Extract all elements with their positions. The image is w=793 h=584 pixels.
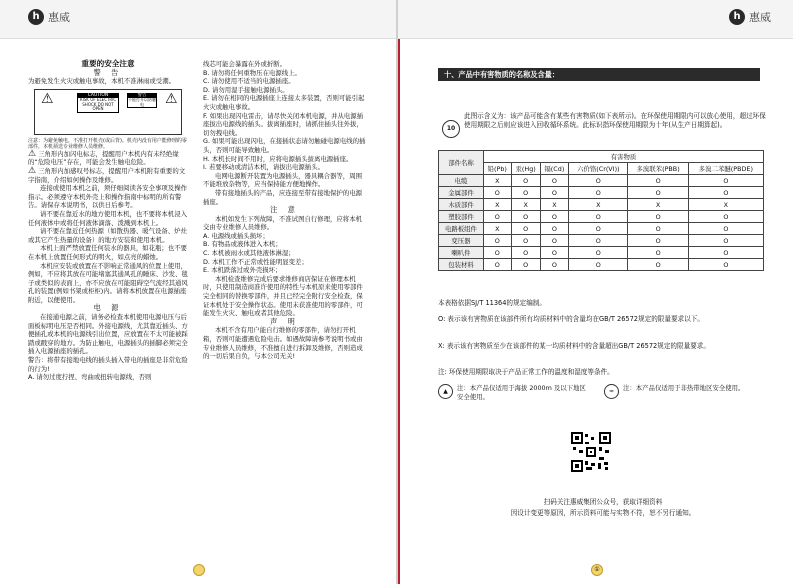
lightning-symbol-icon: ⚠ [28,148,37,159]
column-header: 六价铬(Cr(VI)) [569,163,628,175]
substance-cell: O [511,235,540,247]
part-name-cell: 喇叭件 [439,247,484,259]
safety-paragraph: 本机上面严禁放置任何装水的器具，如花瓶；也不要在本机上放置任何形式的明火，如点亮的蜡烛。 [28,244,187,261]
substance-cell: O [483,235,511,247]
substance-cell: O [628,175,688,187]
column-header: 铅(Pb) [483,163,511,175]
column-header: 镉(Cd) [540,163,569,175]
notice-intro: 本机如发生下列故障，不准试图自行修理，应将本机交由专业维修人员维修。 [203,214,362,232]
substance-cell: X [483,223,511,235]
substance-cell: O [628,259,688,271]
disclaimer: 因设计变更等原因，所示资料可能与实物不符，恕不另行通知。 [510,509,696,517]
power-line: E. 请勿在相同的电源插座上连接太多装置，否则可能引起火灾或触电事故。 [203,94,365,111]
part-name-cell: 包装材料 [439,259,484,271]
substance-cell: O [540,235,569,247]
safety-paragraph: 连接或使用本机之前，须仔细阅读各安全事项及操作指示。必须遵守本机外壳上和操作指南中标明的所有警告。请保存本说明书，以供日后参考。 [28,184,187,210]
part-name-header: 部件名称 [439,151,484,175]
exclamation-explanation: ⚠ 三角形内加感叹号标志，提醒用户本机附有重要的文字指南，介绍如何操作及维修。 [28,165,186,184]
substance-cell: O [511,175,540,187]
left-column [28,60,188,382]
sj-standard-note: 本表格依据SJ/T 11364的规定编制。 [438,299,546,307]
substance-cell: O [569,235,628,247]
hivi-logo-icon: h [729,9,745,25]
substance-cell: O [688,187,763,199]
substance-cell: O [688,175,763,187]
table-row [439,175,764,187]
substance-cell: O [688,247,763,259]
substance-cell: O [569,247,628,259]
substance-cell: O [483,187,511,199]
brand-name: 惠威 [749,11,771,24]
non-tropical-icon: ≈ [604,384,619,399]
table-row [439,187,764,199]
column-header: 多溴联苯(PBB) [628,163,688,175]
substance-cell: O [511,247,540,259]
substance-cell: O [688,211,763,223]
substance-cell: O [540,211,569,223]
substance-cell: O [540,223,569,235]
substance-cell: X [540,199,569,211]
wechat-qr-code[interactable] [571,432,611,472]
substance-cell: O [569,223,628,235]
part-name-cell: 电缆 [439,175,484,187]
substance-cell: X [688,199,763,211]
caution-label-box [34,89,182,135]
table-row [439,223,764,235]
substance-cell: X [511,199,540,211]
substance-cell: O [483,211,511,223]
table-row [439,259,764,271]
tropical-note: ≈ 注：本产品仅适用于非热带地区安全使用。 [604,384,754,399]
column-header: 汞(Hg) [511,163,540,175]
substance-cell: O [628,235,688,247]
power-line: 线芯可能会暴露在外或折断。 [203,60,287,68]
environment-note: 注: 环保使用期限取决于产品正常工作的温度和湿度等条件。 [438,368,614,376]
caution-note: 注意：为避免触电，不准打开机壳(或后背)。机壳内没有用户能修理的零部件，本机须送专业维修人员维修。 [28,137,187,150]
warning-heading: 警 告 [93,67,123,77]
substance-cell: O [628,223,688,235]
power-paragraph: 在接通电源之前，请务必检查本机使用电源电压与后面板标明电压是否相同。外接电源线，尤其靠近插头、方便插孔或本机的电源线引出位置，应放置在不太可能被踩踏或戳穿的地方。为防止触电，电源插头的插脚必须完全插入电源插座的插孔。 [28,313,188,356]
part-name-cell: 塑胶部件 [439,211,484,223]
part-name-cell: 木质部件 [439,199,484,211]
table-row [439,199,764,211]
substance-cell: O [540,187,569,199]
exclamation-triangle-icon: ⚠ [165,90,178,107]
right-page [398,0,793,584]
exclamation-symbol-icon: ⚠ [28,165,37,176]
substance-cell: O [628,211,688,223]
jinggao-plate: 警告 不能打开以防触电 [128,92,156,107]
notice-item: C. 本机被雨水或其他液体淋湿； [203,249,295,258]
substance-cell: X [569,199,628,211]
safety-title: 重要的安全注意 [81,59,135,68]
power-line: F. 如果出现闪电雷击，请尽快关闭本机电源，并从电源插座拔出电源线的插头。拔离插座时，请抓住插头往外拔，切勿拽电线。 [203,111,364,137]
column-header: 多溴二苯醚(PBDE) [688,163,763,175]
substance-cell: O [628,187,688,199]
power-line: 带有接地插头的产品，应连接至带有接地保护的电源插座。 [203,188,362,206]
substance-cell: O [511,223,540,235]
lightning-triangle-icon: ⚠ [41,90,54,107]
left-page-number [193,564,205,576]
substance-cell: O [511,259,540,271]
substance-cell: O [688,223,763,235]
substance-cell: O [569,259,628,271]
substance-cell: O [569,175,628,187]
eco-period-10-icon: 10 [442,120,460,138]
power-line: G. 如果可能出现闪电，在接插状态请勿触碰电源电线的插头，否则可能导致触电。 [203,137,366,154]
power-heading: 电 源 [93,303,123,313]
middle-column [203,60,366,361]
brand-name: 惠威 [48,11,70,24]
table-row [439,211,764,223]
substance-cell: X [483,199,511,211]
substance-cell: O [540,175,569,187]
table-header-row [439,151,764,163]
statement-paragraph: 本机不含有用户能自行维修的零部件，请勿打开机箱，否则可能遭遇危险电击。如遇故障请参考说明书或由专业维修人员维修，不准擅自进行拆卸及维修，否则造成的一切后果自负，与本公司无关! [203,326,363,361]
table-row [439,235,764,247]
power-line: B. 请勿将任何重物压在电源线上。 [203,68,301,77]
safety-paragraph: 本机应安装或放置在不影响正常通风的位置上使用，例如，不应将其放在可能堵塞其通风孔的睡床、沙发、毯子或类似的表面上，亦不应放在可能阻碍空气流经其通风孔的装置(例如书架或柜柜)内。请将本机放置在电源插座附近，以便使用。 [28,261,188,304]
power-line: H. 本机长时间不用时，应将电源插头拔离电源插座。 [203,154,353,163]
power-line: I. 若要移动或清洁本机，请拔出电源插头。 [203,163,324,172]
table-subheader-row [439,163,764,175]
notice-item: B. 有物品或液体进入本机； [203,240,282,249]
safety-paragraph: 请不要在靠近水的地方使用本机，也不要将本机浸入任何液体中或将任何液体滴落、泼溅到本机上。 [28,209,187,227]
right-page-number: ① [591,564,603,576]
table-row [439,247,764,259]
substance-cell: O [483,247,511,259]
substance-cell: O [688,235,763,247]
power-line: 电网电源断开装置为电源插头，器具耦合器等，周围不能堆放杂物等，应当保持能方便地操作。 [203,171,362,189]
right-brand-logo [729,9,771,25]
x-legend-note: X: 表示该有害物质至少在该部件的某一均质材料中的含量超出GB/T 26572规定的限量要求。 [438,342,710,350]
substance-cell: X [628,199,688,211]
part-name-cell: 变压器 [439,235,484,247]
substance-group-header: 有害物质 [483,151,763,163]
substance-cell: X [483,175,511,187]
table-body [439,175,764,271]
notice-heading: 注 意 [270,205,299,215]
eco-period-intro: 此图示含义为：该产品可能含有某些有害物质(如下表所示)。在环保使用期限内可以放心使用，超过环保使用期限之后则应该进入回收循环系统。此标识指环保使用期限为十年(从生产日期算起)。 [464,112,766,129]
substance-cell: O [483,259,511,271]
notice-item: D. 本机工作不正常或性能明显变差； [203,257,308,266]
altitude-icon: ▲ [438,384,453,399]
power-line: C. 请勿使用不适当的电源插座。 [203,77,295,86]
substance-cell: O [511,187,540,199]
substance-cell: O [688,259,763,271]
caution-plate: CAUTION RISK OF ELECTRIC SHOCK DO NOT OPEN [77,93,119,113]
hazardous-substance-table [438,150,764,271]
lightning-explanation: ⚠ 三角形内加闪电标志，提醒用户本机内有未经绝缘的“危险电压”存在，可能会发生触电危险。 [28,148,179,167]
statement-heading: 声 明 [270,316,299,326]
notice-paragraph: 本机检查维修完成后要求维修商店保证在修理本机时，只使用制造商准许使用的特性与本机原来使用零部件完全相同的替换零部件，并且已经完全附行安全检查，保证本机处于安全操作状态。使用未获准使用的零部件，可能发生火灾、触电或者其他危险。 [203,274,363,318]
power-line: D. 请勿用湿手接触电源插头。 [203,85,289,94]
notice-item: A. 电源线或插头损坏； [203,231,269,240]
substance-cell: O [540,259,569,271]
altitude-note: ▲ 注：本产品仅适用于海拔 2000m 及以下地区安全使用。 [438,384,588,402]
part-name-cell: 金属部件 [439,187,484,199]
substance-cell: O [569,187,628,199]
safety-paragraph: 请不要在靠近任何热源（如散热器、暖气设备、炉灶或其它产生热量的设备）的地方安装和使用本机。 [28,227,187,244]
left-page [0,0,396,584]
hazardous-section-title: 十、产品中有害物质的名称及含量： [438,68,760,81]
notice-item: E. 本机跌落过或外壳损坏； [203,266,282,275]
left-brand-logo [28,9,70,25]
o-legend-note: O: 表示该有害物质在该部件所有均质材料中的含量均在GB/T 26572规定的限量要求以下。 [438,315,704,323]
hivi-logo-icon: h [28,9,44,25]
part-name-cell: 电路板组件 [439,223,484,235]
power-warning: 警告：将带有接地电线的插头插入带电的插座是非常危险的行为! [28,356,188,373]
substance-cell: O [569,211,628,223]
warning-intro: 为避免发生火灾或触电事故，本机不准淋雨或受潮。 [28,77,175,86]
substance-cell: O [628,247,688,259]
power-item-a: A. 请勿过度拧捏、弯曲或扭转电源线，否则 [28,373,152,382]
qr-caption: 扫码关注惠威集团公众号，获取详细资料 [543,498,663,506]
substance-cell: O [511,211,540,223]
substance-cell: O [540,247,569,259]
